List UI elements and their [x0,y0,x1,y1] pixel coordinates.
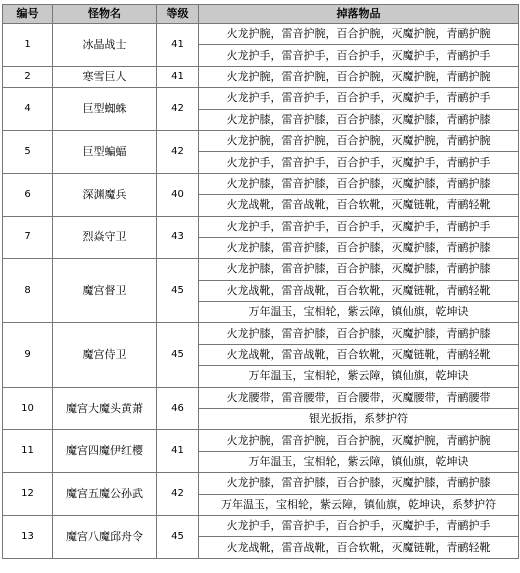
drop-items-cell: 火龙战靴，雷音战靴，百合软靴，灭魔链靴，青鹂轻靴 [199,344,519,365]
drop-items-cell: 火龙护膝，雷音护膝，百合护膝，灭魔护膝，青鹂护膝 [199,473,519,494]
monster-level-cell: 45 [157,323,199,387]
drop-items-cell: 火龙护腕，雷音护腕，百合护腕，灭魔护腕，青鹂护腕 [199,24,519,45]
monster-name-cell: 巨型蝙蝠 [53,130,157,173]
monster-name-cell: 魔宫侍卫 [53,323,157,387]
drop-items-cell: 火龙护手，雷音护手，百合护手，灭魔护手，青鹂护手 [199,88,519,109]
monster-id-cell: 10 [3,387,53,430]
drop-items-cell: 火龙护手，雷音护手，百合护手，灭魔护手，青鹂护手 [199,45,519,66]
monster-name-cell: 魔宫四魔伊红樱 [53,430,157,473]
monster-id-cell: 2 [3,66,53,87]
drop-items-cell: 火龙护腕，雷音护腕，百合护腕，灭魔护腕，青鹂护腕 [199,430,519,451]
monster-name-cell: 寒雪巨人 [53,66,157,87]
monster-id-cell: 7 [3,216,53,259]
monster-name-cell: 巨型蜘蛛 [53,88,157,131]
drop-items-cell: 火龙护膝，雷音护膝，百合护膝，灭魔护膝，青鹂护膝 [199,109,519,130]
table-row [3,216,519,237]
monster-drop-table [2,4,519,559]
drop-items-cell: 火龙战靴，雷音战靴，百合软靴，灭魔链靴，青鹂轻靴 [199,280,519,301]
monster-level-cell: 42 [157,88,199,131]
drop-items-cell: 火龙战靴，雷音战靴，百合软靴，灭魔链靴，青鹂轻靴 [199,537,519,558]
drop-items-cell: 火龙护手，雷音护手，百合护手，灭魔护手，青鹂护手 [199,216,519,237]
drop-items-cell: 万年温玉，宝相轮，紫云障，镇仙旗，乾坤诀 [199,302,519,323]
monster-level-cell: 41 [157,66,199,87]
monster-id-cell: 8 [3,259,53,323]
drop-items-cell: 火龙护膝，雷音护膝，百合护膝，灭魔护膝，青鹂护膝 [199,237,519,258]
table-row [3,323,519,344]
drop-items-cell: 火龙护腕，雷音护腕，百合护腕，灭魔护腕，青鹂护腕 [199,130,519,151]
header-level: 等级 [157,5,199,24]
monster-id-cell: 1 [3,24,53,67]
monster-id-cell: 9 [3,323,53,387]
monster-name-cell: 魔宫五魔公孙武 [53,473,157,516]
monster-name-cell: 深渊魔兵 [53,173,157,216]
monster-level-cell: 41 [157,430,199,473]
table-header-row [3,5,519,24]
monster-level-cell: 40 [157,173,199,216]
drop-items-cell: 万年温玉，宝相轮，紫云障，镇仙旗，乾坤诀 [199,366,519,387]
table-row [3,473,519,494]
drop-items-cell: 万年温玉，宝相轮，紫云障，镇仙旗，乾坤诀，系梦护符 [199,494,519,515]
table-row [3,430,519,451]
monster-level-cell: 46 [157,387,199,430]
drop-items-cell: 火龙护腕，雷音护腕，百合护腕，灭魔护腕，青鹂护腕 [199,66,519,87]
monster-id-cell: 5 [3,130,53,173]
drop-items-cell: 火龙护膝，雷音护膝，百合护膝，灭魔护膝，青鹂护膝 [199,323,519,344]
header-id: 编号 [3,5,53,24]
table-row [3,88,519,109]
monster-level-cell: 42 [157,473,199,516]
monster-level-cell: 41 [157,24,199,67]
monster-id-cell: 13 [3,515,53,558]
monster-name-cell: 魔宫八魔邱舟令 [53,515,157,558]
table-row [3,173,519,194]
drop-items-cell: 火龙护膝，雷音护膝，百合护膝，灭魔护膝，青鹂护膝 [199,259,519,280]
monster-name-cell: 魔宫大魔头黄萧 [53,387,157,430]
table-row [3,259,519,280]
drop-items-cell: 银光扳指，系梦护符 [199,409,519,430]
monster-level-cell: 45 [157,259,199,323]
table-row [3,515,519,536]
monster-name-cell: 魔宫督卫 [53,259,157,323]
monster-level-cell: 45 [157,515,199,558]
monster-id-cell: 6 [3,173,53,216]
header-drops: 掉落物品 [199,5,519,24]
table-body [3,24,519,559]
monster-name-cell: 烈焱守卫 [53,216,157,259]
table-row [3,66,519,87]
drop-items-cell: 火龙腰带，雷音腰带，百合腰带，灭魔腰带，青鹂腰带 [199,387,519,408]
table-row [3,24,519,45]
drop-items-cell: 火龙护手，雷音护手，百合护手，灭魔护手，青鹂护手 [199,152,519,173]
header-name: 怪物名 [53,5,157,24]
monster-id-cell: 4 [3,88,53,131]
monster-id-cell: 12 [3,473,53,516]
monster-level-cell: 42 [157,130,199,173]
monster-id-cell: 11 [3,430,53,473]
drop-items-cell: 火龙护膝，雷音护膝，百合护膝，灭魔护膝，青鹂护膝 [199,173,519,194]
table-row [3,130,519,151]
monster-level-cell: 43 [157,216,199,259]
drop-items-cell: 火龙战靴，雷音战靴，百合软靴，灭魔链靴，青鹂轻靴 [199,195,519,216]
drop-items-cell: 火龙护手，雷音护手，百合护手，灭魔护手，青鹂护手 [199,515,519,536]
monster-name-cell: 冰晶战士 [53,24,157,67]
table-row [3,387,519,408]
drop-items-cell: 万年温玉，宝相轮，紫云障，镇仙旗，乾坤诀 [199,451,519,472]
